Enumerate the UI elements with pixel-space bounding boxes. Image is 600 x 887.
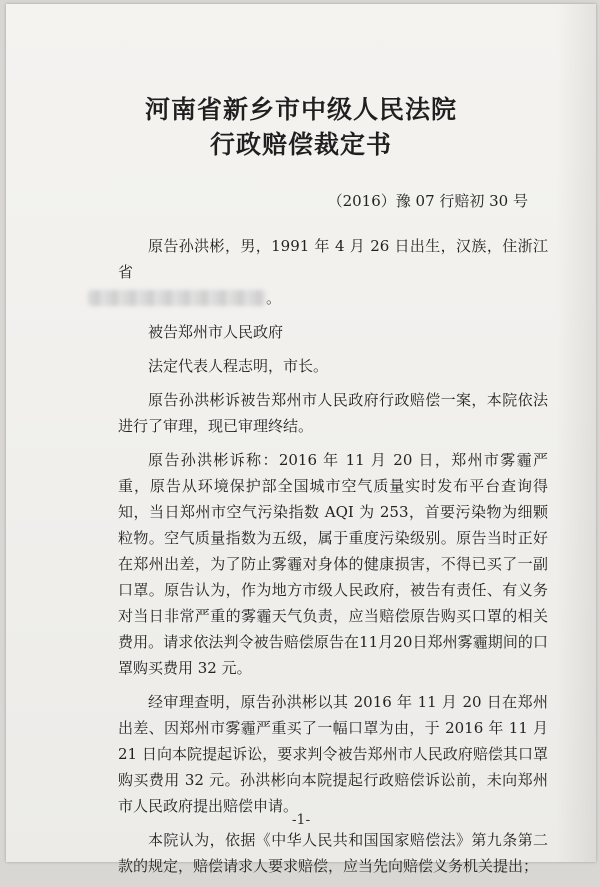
- case-summary-paragraph: 原告孙洪彬诉被告郑州市人民政府行政赔偿一案，本院依法进行了审理，现已审理终结。: [118, 391, 548, 435]
- redacted-address: [88, 290, 266, 306]
- page-number: -1-: [291, 812, 311, 828]
- document-page: [6, 4, 596, 875]
- court-name: 河南省新乡市中级人民法院: [144, 95, 457, 124]
- court-opinion-paragraph: 本院认为，依据《中华人民共和国国家赔偿法》第九条第二款的规定，赔偿请求人要求赔偿，应当先向赔偿义务机关提出；: [118, 831, 548, 875]
- findings-paragraph: 经审理查明，原告孙洪彬以其 2016 年 11 月 20 日在郑州出差、因郑州市雾霾严重买了一幅口罩为由，于 2016 年 11 月 21 日向本院提起诉讼，要求判令被告郑州市人民政府赔偿其口罩购买费用 32 元。孙洪彬向本院提起行政赔偿诉讼前，未向郑州市人民政府提出赔偿申请。: [118, 693, 548, 815]
- plaintiff-claim-paragraph: 原告孙洪彬诉称：2016 年 11 月 20 日，郑州市雾霾严重，原告从环境保护部全国城市空气质量实时发布平台查询得知，当日郑州市空气污染指数 AQI 为 253，首要污染物为细颗粒物。空气质量指数为五级，属于重度污染级别。原告当时正好在郑州出差，为了防止雾霾对身体的健康损害，不得已买了一副口罩。原告认为，作为地方市级人民政府，被告有责任、有义务对当日非常严重的雾霾天气负责，应当赔偿原告购买口罩的相关费用。请求依法判令被告赔偿原告在11月20日郑州雾霾期间的口罩购买费用 32 元。: [118, 451, 548, 677]
- document-type: 行政赔偿裁定书: [209, 130, 392, 159]
- plaintiff-info: 原告孙洪彬，男，1991 年 4 月 26 日出生，汉族，住浙江省: [118, 237, 548, 281]
- plaintiff-paragraph: [118, 233, 548, 311]
- document-body: [118, 233, 548, 887]
- case-number: （2016）豫 07 行赔初 30 号: [327, 192, 528, 210]
- defendant-paragraph: 被告郑州市人民政府: [148, 323, 284, 341]
- legal-representative-paragraph: 法定代表人程志明，市长。: [148, 357, 329, 375]
- plaintiff-info-end: 。: [266, 289, 282, 307]
